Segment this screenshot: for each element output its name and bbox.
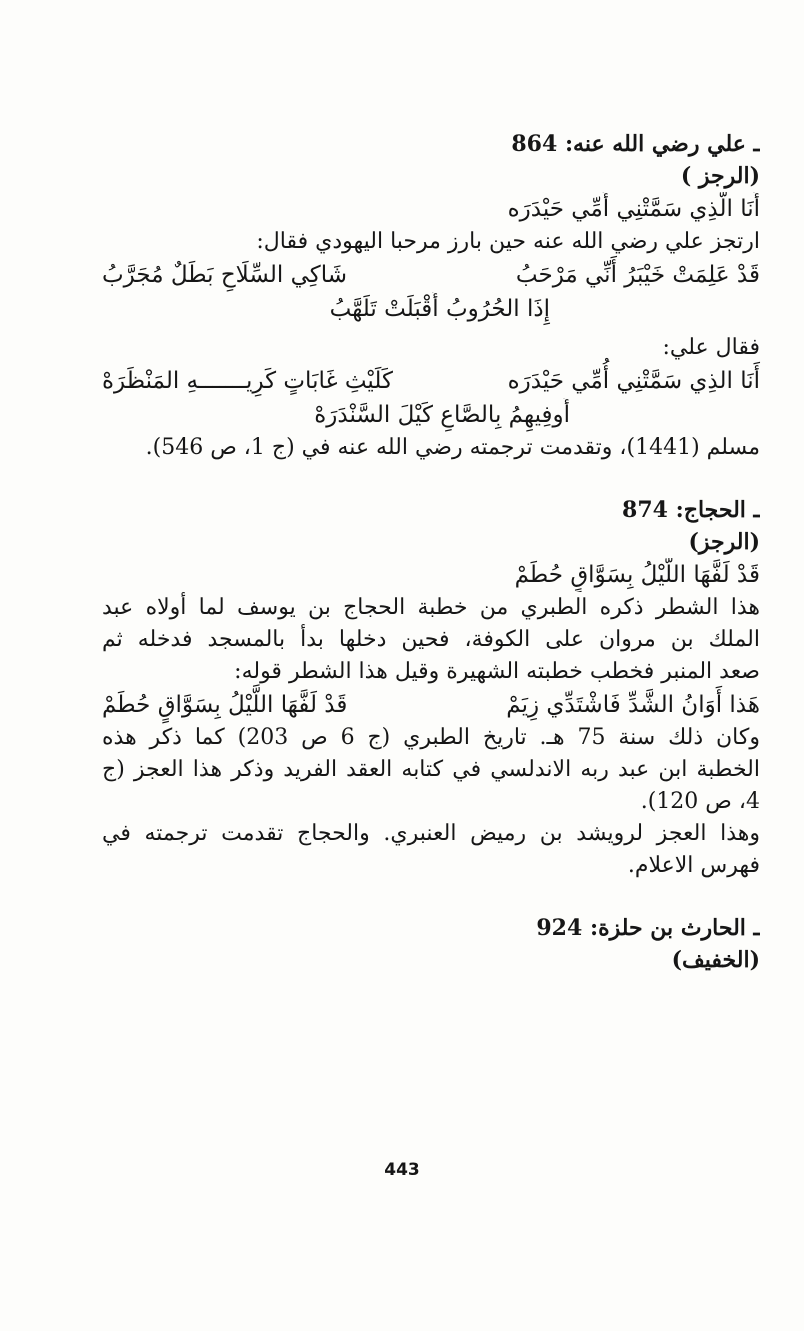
verse-third-part: إِذَا الحُرُوبُ أَقْبَلَتْ تَلَهَّبُ [329, 296, 550, 322]
hemistich: أَنَا الَّذِي سَمَّتْنِي أُمِّي حَيْدَرَه [507, 196, 760, 222]
verse-second-half: شَاكِي السِّلَاحِ بَطَلٌ مُجَرَّبُ [102, 262, 348, 288]
entry-heading: ـ الحارث بن حلزة: 924 [536, 915, 760, 941]
page-content [102, 128, 760, 976]
verse-third-part: أُوفِيهِمُ بِالصَّاعِ كَيْلَ السَّنْدَرَهْ [314, 402, 570, 428]
note-line: وكان ذلك سنة 75 هـ. تاريخ الطبري (ج 6 ص 203) كما ذكر هذه [102, 725, 760, 750]
source-citation: مسلم (1441)، وتقدمت ترجمته رضي الله عنه في (ج 1، ص 546). [145, 435, 760, 460]
verse-row [102, 364, 760, 398]
verse-row [102, 258, 760, 292]
verse-intro: ارتجز علي رضي الله عنه حين بارز مرحبا اليهودي فقال: [256, 229, 760, 254]
page-number: 443 [384, 1160, 420, 1180]
note-line: 4، ص 120). [640, 789, 760, 814]
entry-heading: ـ علي رضي الله عنه: 864 [511, 131, 760, 157]
meter-label: (الرجز) [688, 529, 760, 555]
entry-heading: ـ الحجاج: 874 [622, 497, 760, 523]
hemistich: قَدْ لَفَّهَا اللَّيْلُ بِسَوَّاقٍ حُطَمْ [514, 562, 760, 588]
final-line: فهرس الاعلام. [627, 853, 760, 878]
meter-label: (الرجز ) [680, 163, 760, 189]
verse-row [102, 688, 760, 722]
verse-first-half: قَدْ عَلِمَتْ خَيْبَرُ أَنِّي مَرْحَبُ [515, 262, 760, 288]
final-line: وهذا العجز لرويشد بن رميض العنبري. والحجاج تقدمت ترجمته في [102, 821, 760, 846]
body-line: هذا الشطر ذكره الطبري من خطبة الحجاج بن يوسف لما أولاه عبد [102, 595, 760, 620]
body-line: الملك بن مروان على الكوفة، فحين دخلها بدأ بالمسجد فدخله ثم [102, 627, 760, 652]
verse-first-half: هَذا أَوَانُ الشَّدِّ فَاشْتَدِّي زِيَمْ [506, 692, 760, 718]
verse-second-half: قَدْ لَفَّهَا اللَّيْلُ بِسَوَّاقٍ حُطَمْ [102, 692, 348, 718]
verse-first-half: أَنَا الذِي سَمَّتْنِي أُمِّي حَيْدَرَه [507, 368, 760, 394]
meter-label: (الخفيف) [671, 947, 760, 973]
reply-intro: فقال علي: [662, 335, 760, 360]
verse-second-half: كَلَيْثِ غَابَاتٍ كَرِيـــــــهِ المَنْظَرَهْ [102, 368, 393, 394]
note-line: الخطبة ابن عبد ربه الاندلسي في كتابه العقد الفريد وذكر هذا العجز (ج [102, 757, 760, 782]
body-line: صعد المنبر فخطب خطبته الشهيرة وقيل هذا الشطر قوله: [234, 659, 760, 684]
